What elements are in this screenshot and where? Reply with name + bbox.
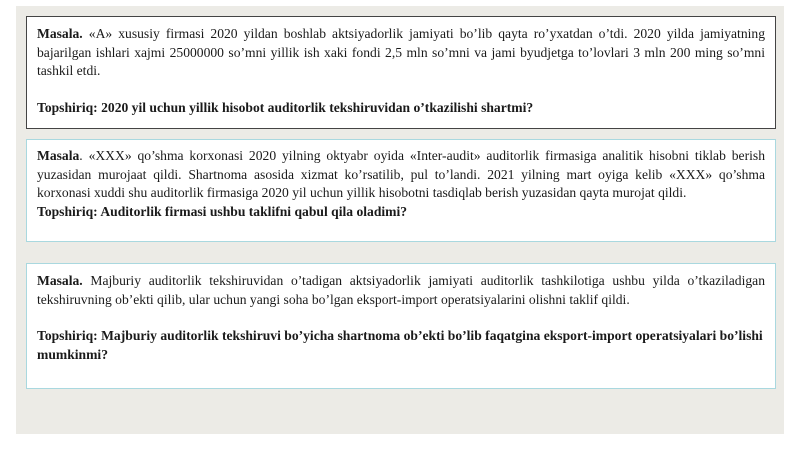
problem-2-text: . «XXX» qo’shma korxonasi 2020 yilning oktyabr oyida «Inter-audit» auditorlik firmasiga analitik hisobni tiklab berish yuzasidan murojaat qildi. Shartnoma asosida xizmat ko’rsatilib, pul to’landi. 2021 yilning mart oyiga kelib «XXX» qo’shma korxonasi xuddi shu auditorlik firmasiga 2020 yil uchun yillik hisobotni tasdiqlab berish yuzasidan qayta murojat qildi. — [37, 148, 765, 200]
problem-3-text: Majburiy auditorlik tekshiruvidan o’tadigan aktsiyadorlik jamiyati auditorlik tashkilotiga ushbu yilda o’tkaziladigan tekshiruvning ob’ekti qilib, ular uchun yangi soha bo’lgan eksport-import operatsiyalarini olishni taklif qildi. — [37, 273, 765, 307]
problem-2-statement — [37, 147, 765, 203]
problem-3-label: Masala. — [37, 273, 83, 288]
problem-1-label: Masala. — [37, 26, 83, 41]
slide — [16, 6, 784, 434]
problem-box-1 — [26, 16, 776, 129]
problem-3-task: Topshiriq: Majburiy auditorlik tekshiruvi bo’yicha shartnoma ob’ekti bo’lib faqatgina eksport-import operatsiyalari bo’lishi mumkinmi? — [37, 328, 763, 362]
problem-1-text: «A» xususiy firmasi 2020 yildan boshlab aktsiyadorlik jamiyati bo’lib qayta ro’yxatdan o’tdi. 2020 yilda jamiyatning bajarilgan ishlari xajmi 25000000 so’mni yillik ish xaki fondi 2,5 mln so’mni va jami byudjetga to’lovlari 3 mln 200 ming so’mni tashkil etdi. — [37, 26, 766, 78]
problem-2-label: Masala — [37, 148, 80, 163]
problem-3-statement — [37, 272, 765, 309]
problem-1-task: Topshiriq: 2020 yil uchun yillik hisobot auditorlik tekshiruvidan o’tkazilishi shartmi? — [37, 99, 534, 115]
spacer — [37, 81, 765, 99]
problem-1-statement — [37, 25, 765, 81]
problem-2-task: Topshiriq: Auditorlik firmasi ushbu taklifni qabul qila oladimi? — [37, 203, 408, 219]
spacer — [37, 309, 765, 327]
problem-box-2 — [26, 139, 776, 242]
problem-box-3 — [26, 263, 776, 389]
